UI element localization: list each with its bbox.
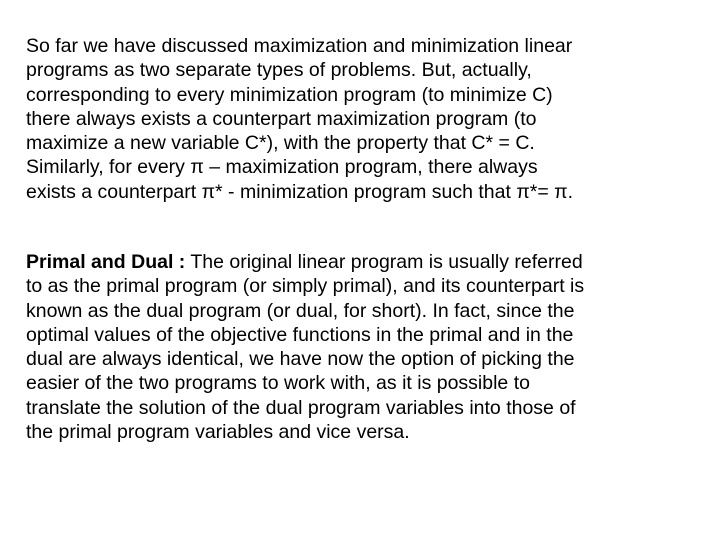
text-line-rest: The original linear program is usually referred [185,251,583,273]
text-line: So far we have discussed maximization and minimization linear [26,35,573,57]
text-line: optimal values of the objective functions in the primal and in the [26,323,574,346]
text-line: programs as two separate types of problems. But, actually, [26,59,532,82]
text-line: known as the dual program (or dual, for short). In fact, since the [26,299,575,322]
paragraph-duality-intro [26,34,716,204]
term-heading: Primal and Dual : [26,251,186,273]
text-line: easier of the two programs to work with, as it is possible to [26,372,530,395]
text-line: to as the primal program (or simply primal), and its counterpart is [26,275,585,298]
text-line: dual are always identical, we have now the option of picking the [26,348,575,371]
text-line: there always exists a counterpart maximization program (to [26,107,537,130]
text-line: translate the solution of the dual program variables into those of [26,396,576,419]
text-line: the primal program variables and vice versa. [26,421,410,444]
text-line: corresponding to every minimization program (to minimize C) [26,83,553,106]
text-line: Similarly, for every π – maximization program, there always [26,156,538,179]
text-line: maximize a new variable C*), with the property that C* = C. [26,132,535,155]
paragraph-primal-and-dual [26,250,716,444]
text-line: exists a counterpart π* - minimization program such that π*= π. [26,180,574,203]
text-line [26,250,716,274]
